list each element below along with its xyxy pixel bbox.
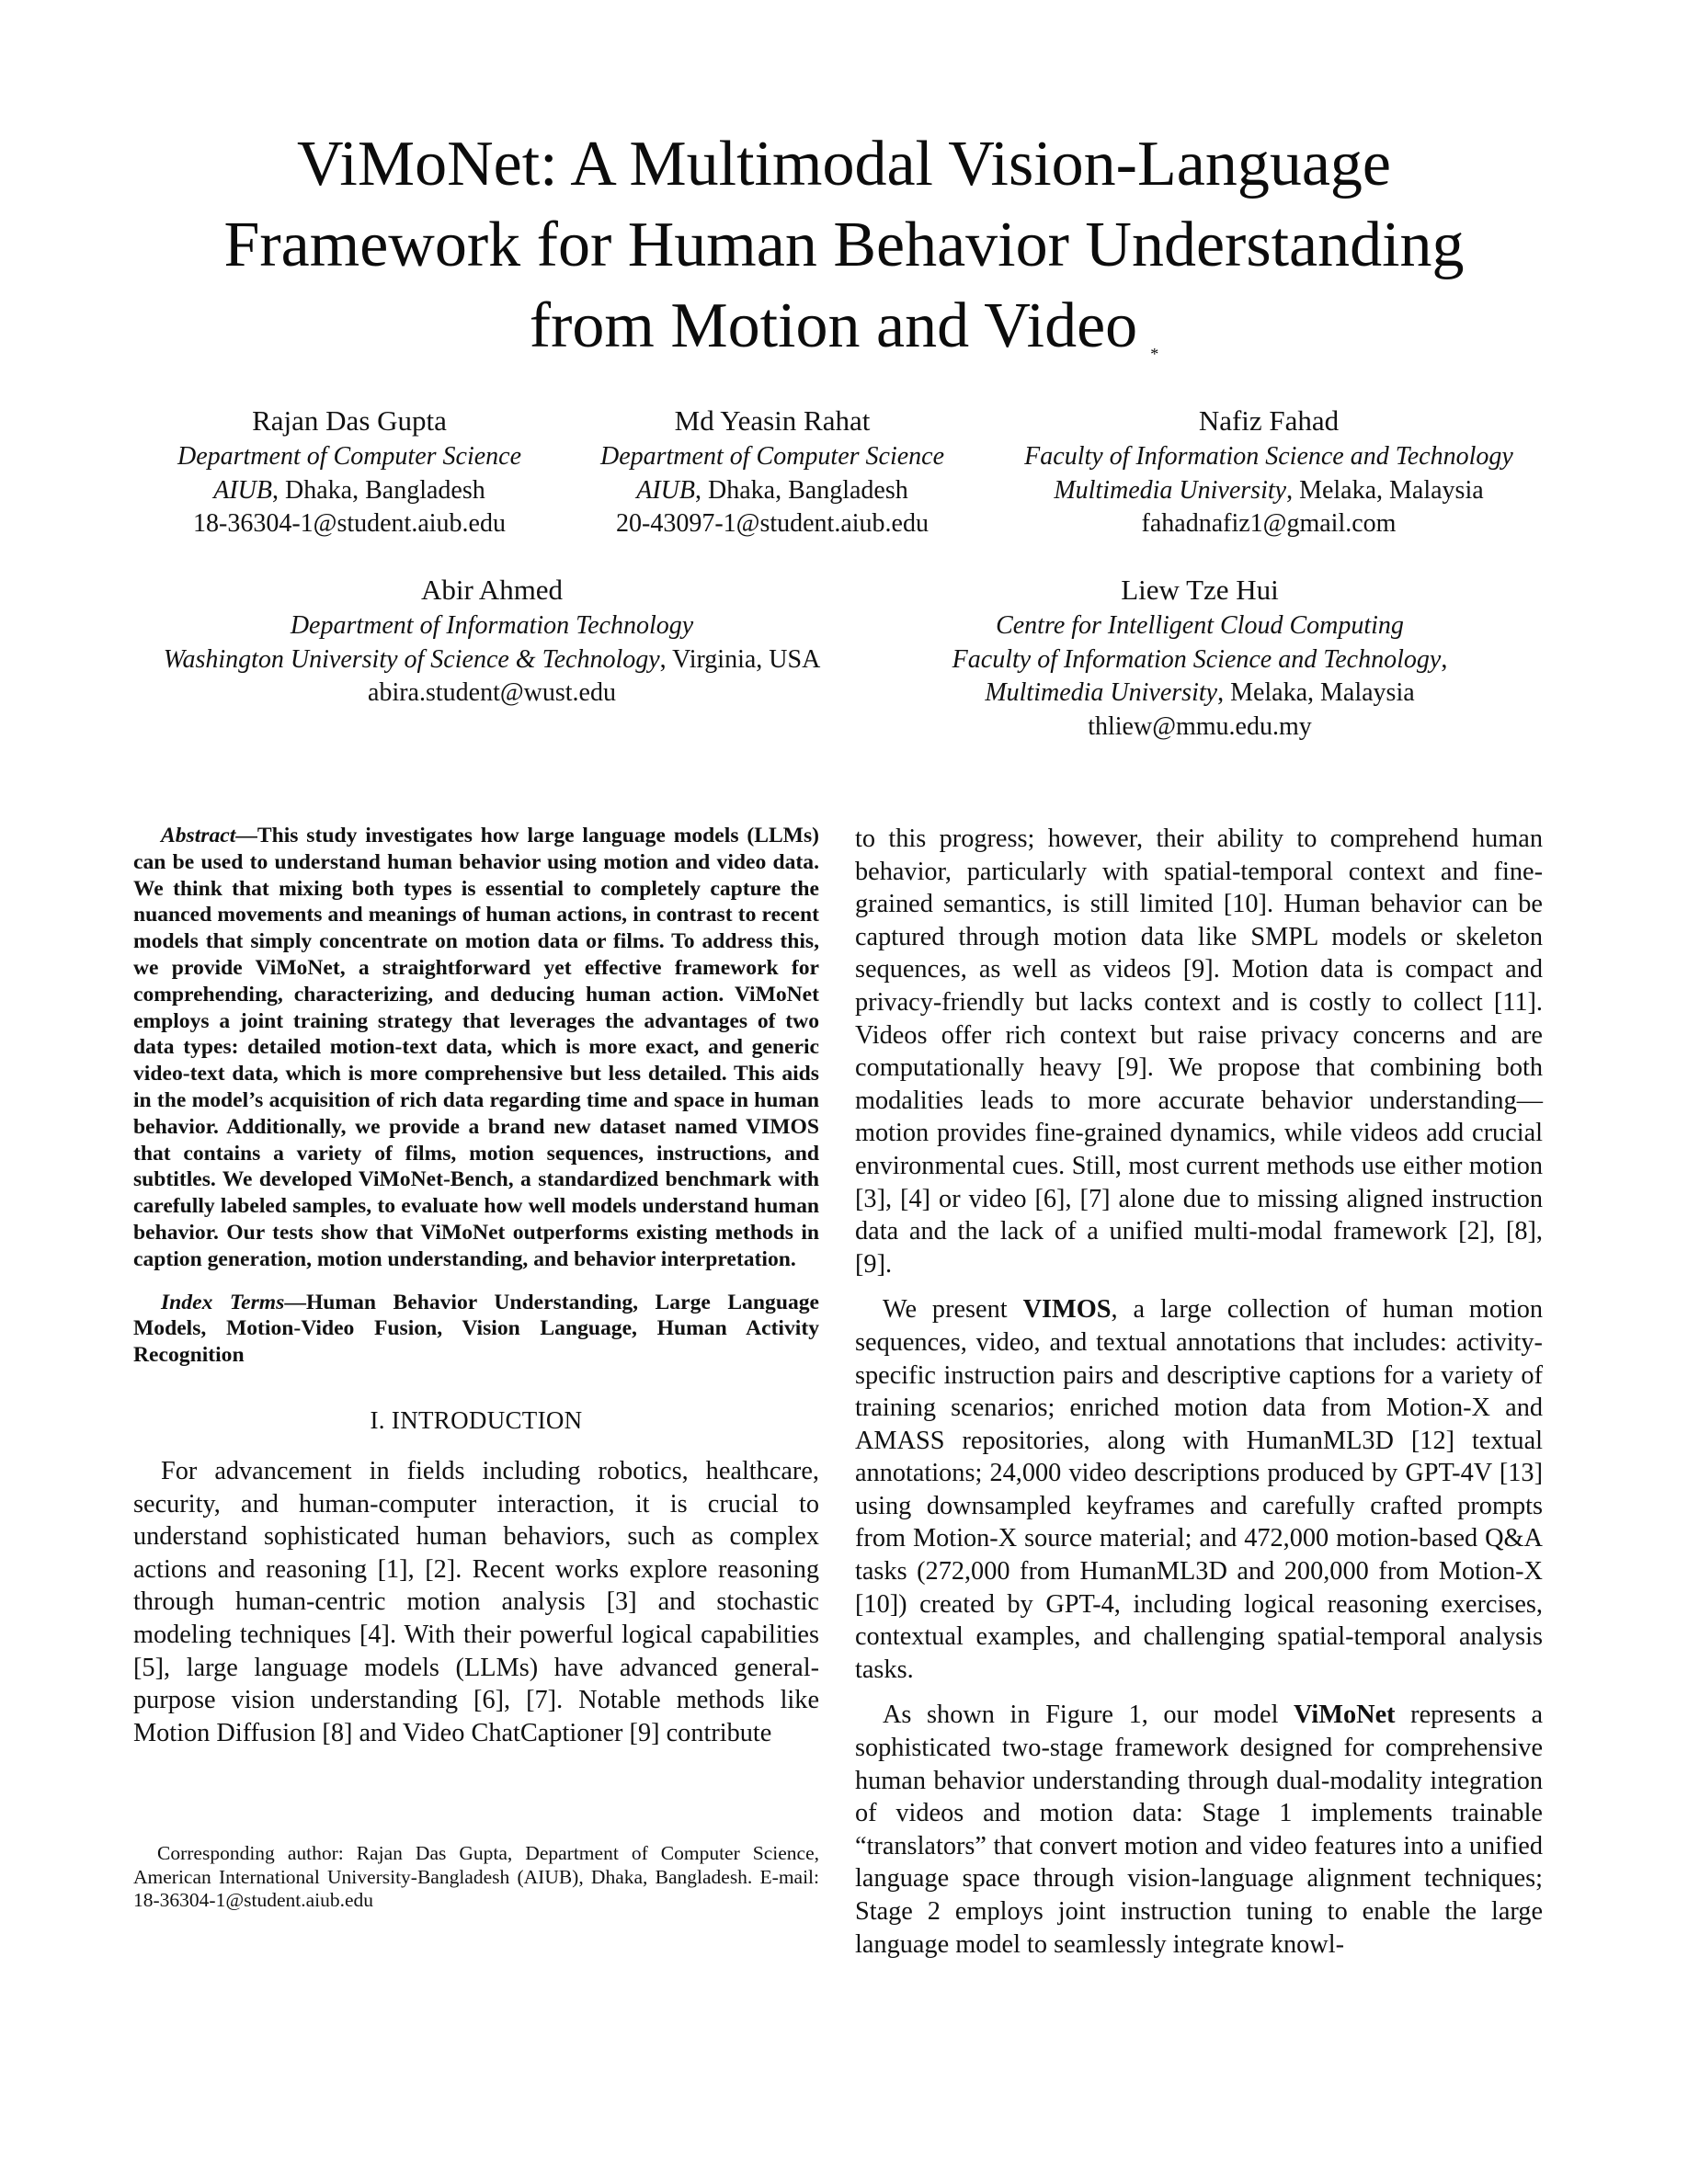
index-terms [133, 1290, 819, 1369]
author-department: Department of Computer Science [599, 442, 945, 471]
author-institution: Multimedia University [1054, 475, 1287, 505]
paper-title [147, 124, 1541, 367]
author-department: Faculty of Information Science and Technology [1024, 442, 1513, 471]
section-heading-introduction: I. INTRODUCTION [370, 1405, 583, 1434]
author-department-2: Faculty of Information Science and Technology [952, 644, 1442, 674]
author-email: 18-36304-1@student.aiub.edu [193, 509, 506, 538]
title-footnote-mark: * [1150, 345, 1159, 363]
author-institution: Washington University of Science & Technology [163, 644, 660, 674]
title-line-2: Framework for Human Behavior Understanding [223, 210, 1465, 280]
author-department: Department of Computer Science [177, 442, 522, 471]
intro-paragraph-2: to this progress; however, their ability to comprehend human behavior, particularly with spatial-temporal context and fine-grained semantics, is still limited [10]. Human behavior can be captured through motion data like SMPL models or skeleton sequences, as well as videos [9]. Motion data is compact and privacy-friendly but lacks context and is costly to collect [11]. Videos offer rich context but raise privacy concerns and are computationally heavy [9]. We propose that combining both modalities leads to more accurate behavior understanding—motion provides fine-grained dynamics, while videos add crucial environmental cues. Still, most current methods use either motion [3], [4] or video [6], [7] alone due to missing aligned instruction data and the lack of a unified multi-modal framework [2], [8], [9]. [855, 825, 1543, 1279]
abstract-lead: Abstract [161, 824, 236, 847]
author-email: abira.student@wust.edu [368, 678, 616, 707]
intro-paragraph-4 [855, 1699, 1543, 1961]
author-department-2-suffix: , [1441, 644, 1448, 674]
author-block-3 [998, 403, 1540, 541]
author-location: , Dhaka, Bangladesh [272, 475, 485, 505]
author-name: Liew Tze Hui [1121, 574, 1279, 606]
para3-pre: We present [883, 1295, 1023, 1325]
author-institution: AIUB [213, 475, 273, 505]
author-department: Centre for Intelligent Cloud Computing [996, 611, 1404, 640]
left-column [133, 823, 819, 1749]
para3-post: , a large collection of human motion sequences, video, and textual annotations that includes: activity-specific instruction pairs and descriptive captions for a variety of training scenarios; enriched motion data from Motion-X and AMASS repositories, along with HumanML3D [12] textual annotations; 24,000 video descriptions produced by GPT-4V [13] using downsampled keyframes and carefully crafted prompts from Motion-X source material; and 472,000 motion-based Q&A tasks (272,000 from HumanML3D and 200,000 from Motion-X [10]) created by GPT-4, including logical reasoning exercises, contextual examples, and challenging spatial-temporal analysis tasks. [855, 1295, 1543, 1684]
author-block-1 [170, 403, 529, 541]
author-name: Md Yeasin Rahat [674, 404, 871, 437]
author-email: fahadnafiz1@gmail.com [1141, 509, 1397, 538]
author-name: Rajan Das Gupta [252, 404, 447, 437]
author-name: Abir Ahmed [420, 574, 564, 606]
author-email: 20-43097-1@student.aiub.edu [616, 509, 929, 538]
title-line-1: ViMoNet: A Multimodal Vision-Language [297, 129, 1391, 199]
author-email: thliew@mmu.edu.my [1088, 711, 1312, 741]
abstract [133, 823, 819, 1273]
index-terms-text: —Human Behavior Understanding, Large Language Models, Motion-Video Fusion, Vision Language, Human Activity Recognition [133, 1290, 820, 1368]
author-block-2 [588, 403, 956, 541]
title-line-3 [147, 286, 1541, 367]
author-location: , Virginia, USA [659, 644, 821, 674]
author-department: Department of Information Technology [290, 611, 694, 640]
right-column [855, 823, 1543, 1961]
index-terms-lead: Index Terms [161, 1290, 285, 1314]
author-institution: AIUB [636, 475, 696, 505]
intro-paragraph-1: For advancement in fields including robotics, healthcare, security, and human-computer interaction, it is crucial to understand sophisticated human behaviors, such as complex actions and reasoning [1], [2]. Recent works explore reasoning through human-centric motion analysis [3] and stochastic modeling techniques [4]. With their powerful logical capabilities [5], large language models (LLMs) have advanced general-purpose vision understanding [6], [7]. Notable methods like Motion Diffusion [8] and Video ChatCaptioner [9] contribute [133, 1456, 819, 1747]
intro-paragraph-3 [855, 1293, 1543, 1686]
author-location: , Melaka, Malaysia [1286, 475, 1484, 505]
title-line-3-text: from Motion and Video [529, 290, 1138, 361]
author-location: , Dhaka, Bangladesh [695, 475, 908, 505]
para4-pre: As shown in Figure 1, our model [883, 1701, 1295, 1730]
corresponding-author-footnote: Corresponding author: Rajan Das Gupta, Department of Computer Science, American International University-Bangladesh (AIUB), Dhaka, Bangladesh. E-mail: 18-36304-1@student.aiub.edu [133, 1842, 819, 1911]
para4-post: represents a sophisticated two-stage framework designed for comprehensive human behavior understanding through dual-modality integration of videos and motion data: Stage 1 implements trainable “translators” that convert motion and video features into a unified language space through vision-language alignment techniques; Stage 2 employs joint instruction tuning to enable the large language model to seamlessly integrate knowl- [855, 1701, 1544, 1959]
author-location: , Melaka, Malaysia [1217, 678, 1415, 707]
author-institution: Multimedia University [985, 678, 1218, 707]
author-block-4 [133, 572, 850, 711]
author-block-5 [906, 572, 1494, 744]
model-name: ViMoNet [1294, 1701, 1396, 1730]
author-name: Nafiz Fahad [1198, 404, 1340, 437]
dataset-name: VIMOS [1022, 1295, 1112, 1325]
abstract-text: —This study investigates how large language models (LLMs) can be used to understand human behavior using motion and video data. We think that mixing both types is essential to completely capture the nuanced movements and meanings of human actions, in contrast to recent models that simply concentrate on motion data or films. To address this, we provide ViMoNet, a straightforward yet effective framework for comprehending, characterizing, and deducing human action. ViMoNet employs a joint training strategy that leverages the advantages of two data types: detailed motion-text data, which is more exact, and generic video-text data, which is more comprehensive but less detailed. This aids in the model’s acquisition of rich data regarding time and space in human behavior. Additionally, we provide a brand new dataset named VIMOS that contains a variety of films, motion sequences, instructions, and subtitles. We developed ViMoNet-Bench, a standardized benchmark with carefully labeled samples, to evaluate how well models understand human behavior. Our tests show that ViMoNet outperforms existing methods in caption generation, motion understanding, and behavior interpretation. [133, 824, 819, 1271]
